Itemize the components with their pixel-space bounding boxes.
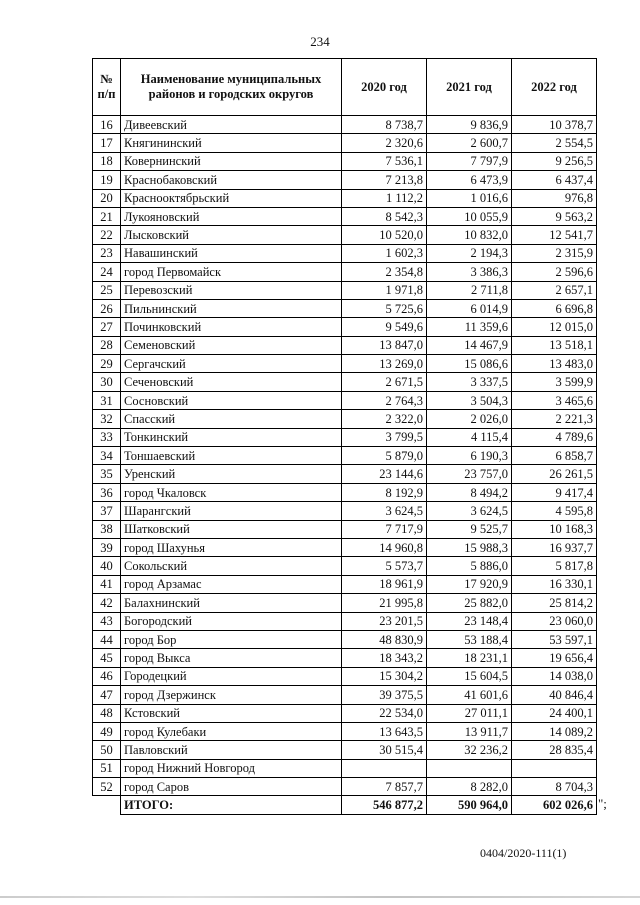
district-name: Шатковский: [121, 520, 342, 538]
row-number: 36: [93, 483, 121, 501]
row-number: 32: [93, 410, 121, 428]
district-name: Краснооктябрьский: [121, 189, 342, 207]
value-2021: 5 886,0: [427, 557, 512, 575]
row-number: 18: [93, 152, 121, 170]
district-name: Навашинский: [121, 244, 342, 262]
table-row: [93, 373, 597, 391]
row-number: 51: [93, 759, 121, 777]
district-name: Сергачский: [121, 355, 342, 373]
value-2021: 6 190,3: [427, 447, 512, 465]
value-2022: 3 465,6: [512, 391, 597, 409]
value-2020: 18 961,9: [342, 575, 427, 593]
district-name: Спасский: [121, 410, 342, 428]
table-row: [93, 355, 597, 373]
row-number: 37: [93, 502, 121, 520]
table-row: [93, 667, 597, 685]
row-number: 17: [93, 134, 121, 152]
value-2020: 13 643,5: [342, 722, 427, 740]
value-2021: 13 911,7: [427, 722, 512, 740]
row-number: 43: [93, 612, 121, 630]
table-row: [93, 281, 597, 299]
value-2020: 1 112,2: [342, 189, 427, 207]
table-row: [93, 134, 597, 152]
district-name: Балахнинский: [121, 594, 342, 612]
value-2021: 9 836,9: [427, 116, 512, 134]
district-name: город Кулебаки: [121, 722, 342, 740]
value-2022: 14 089,2: [512, 722, 597, 740]
table-row: [93, 686, 597, 704]
table-body: [93, 116, 597, 796]
value-2021: [427, 759, 512, 777]
header-2020: 2020 год: [342, 59, 427, 116]
district-name: Починковский: [121, 318, 342, 336]
value-2021: 17 920,9: [427, 575, 512, 593]
value-2021: 15 604,5: [427, 667, 512, 685]
table-row: [93, 226, 597, 244]
row-number: 25: [93, 281, 121, 299]
total-label: ИТОГО:: [121, 796, 342, 814]
row-number: 49: [93, 722, 121, 740]
table-row: [93, 778, 597, 796]
document-code: 0404/2020-111(1): [480, 846, 567, 860]
value-2022: 2 221,3: [512, 410, 597, 428]
total-row: [93, 796, 597, 814]
value-2021: 41 601,6: [427, 686, 512, 704]
value-2022: 10 378,7: [512, 116, 597, 134]
row-number: 35: [93, 465, 121, 483]
value-2020: 39 375,5: [342, 686, 427, 704]
value-2021: 15 086,6: [427, 355, 512, 373]
value-2022: 53 597,1: [512, 630, 597, 648]
value-2022: 12 541,7: [512, 226, 597, 244]
row-number: 19: [93, 171, 121, 189]
value-2021: 2 600,7: [427, 134, 512, 152]
value-2022: 2 315,9: [512, 244, 597, 262]
table-row: [93, 759, 597, 777]
value-2020: 8 738,7: [342, 116, 427, 134]
value-2022: [512, 759, 597, 777]
row-number: 24: [93, 263, 121, 281]
value-2020: 5 879,0: [342, 447, 427, 465]
header-2021: 2021 год: [427, 59, 512, 116]
value-2020: 21 995,8: [342, 594, 427, 612]
value-2021: 53 188,4: [427, 630, 512, 648]
value-2020: 13 269,0: [342, 355, 427, 373]
row-number: 20: [93, 189, 121, 207]
district-name: Пильнинский: [121, 299, 342, 317]
value-2020: 9 549,6: [342, 318, 427, 336]
value-2022: 4 595,8: [512, 502, 597, 520]
scan-footer-line: [0, 896, 640, 898]
value-2022: 14 038,0: [512, 667, 597, 685]
district-name: Тоншаевский: [121, 447, 342, 465]
table-row: [93, 391, 597, 409]
row-number: 47: [93, 686, 121, 704]
value-2022: 9 417,4: [512, 483, 597, 501]
budget-table: [92, 58, 597, 815]
value-2020: 5 725,6: [342, 299, 427, 317]
district-name: город Арзамас: [121, 575, 342, 593]
value-2020: 23 201,5: [342, 612, 427, 630]
district-name: Сокольский: [121, 557, 342, 575]
table-row: [93, 189, 597, 207]
value-2020: 10 520,0: [342, 226, 427, 244]
value-2021: 3 624,5: [427, 502, 512, 520]
closing-quote-mark: ";: [598, 796, 607, 811]
table-row: [93, 318, 597, 336]
value-2021: 32 236,2: [427, 741, 512, 759]
table-header: [93, 59, 597, 116]
table-row: [93, 207, 597, 225]
district-name: Семеновский: [121, 336, 342, 354]
value-2022: 24 400,1: [512, 704, 597, 722]
value-2022: 40 846,4: [512, 686, 597, 704]
value-2021: 6 473,9: [427, 171, 512, 189]
value-2021: 10 832,0: [427, 226, 512, 244]
row-number: 23: [93, 244, 121, 262]
value-2020: 23 144,6: [342, 465, 427, 483]
value-2021: 2 711,8: [427, 281, 512, 299]
row-number: 33: [93, 428, 121, 446]
value-2022: 5 817,8: [512, 557, 597, 575]
row-number: 39: [93, 538, 121, 556]
row-number: 34: [93, 447, 121, 465]
value-2020: 2 764,3: [342, 391, 427, 409]
district-name: Сеченовский: [121, 373, 342, 391]
value-2021: 6 014,9: [427, 299, 512, 317]
district-name: Кстовский: [121, 704, 342, 722]
value-2022: 4 789,6: [512, 428, 597, 446]
district-name: город Саров: [121, 778, 342, 796]
value-2021: 14 467,9: [427, 336, 512, 354]
value-2021: 27 011,1: [427, 704, 512, 722]
total-2021: 590 964,0: [427, 796, 512, 814]
page-number: 234: [310, 34, 330, 49]
table-row: [93, 263, 597, 281]
row-number: 44: [93, 630, 121, 648]
row-number: 27: [93, 318, 121, 336]
district-name: Шарангский: [121, 502, 342, 520]
value-2020: 18 343,2: [342, 649, 427, 667]
row-number: 22: [93, 226, 121, 244]
table-row: [93, 465, 597, 483]
value-2022: 12 015,0: [512, 318, 597, 336]
value-2020: 30 515,4: [342, 741, 427, 759]
row-number: 42: [93, 594, 121, 612]
value-2020: 2 671,5: [342, 373, 427, 391]
value-2022: 9 256,5: [512, 152, 597, 170]
value-2020: 14 960,8: [342, 538, 427, 556]
value-2020: 48 830,9: [342, 630, 427, 648]
value-2021: 23 757,0: [427, 465, 512, 483]
value-2021: 10 055,9: [427, 207, 512, 225]
value-2020: 7 213,8: [342, 171, 427, 189]
row-number: 21: [93, 207, 121, 225]
district-name: Богородский: [121, 612, 342, 630]
value-2022: 26 261,5: [512, 465, 597, 483]
table-row: [93, 336, 597, 354]
value-2022: 3 599,9: [512, 373, 597, 391]
table-row: [93, 594, 597, 612]
district-name: Уренский: [121, 465, 342, 483]
value-2020: 7 717,9: [342, 520, 427, 538]
district-name: город Дзержинск: [121, 686, 342, 704]
value-2020: 3 799,5: [342, 428, 427, 446]
value-2021: 4 115,4: [427, 428, 512, 446]
value-2022: 19 656,4: [512, 649, 597, 667]
district-name: город Шахунья: [121, 538, 342, 556]
value-2022: 8 704,3: [512, 778, 597, 796]
table-row: [93, 244, 597, 262]
table-row: [93, 152, 597, 170]
row-number: 41: [93, 575, 121, 593]
row-number: 38: [93, 520, 121, 538]
district-name: город Чкаловск: [121, 483, 342, 501]
value-2021: 9 525,7: [427, 520, 512, 538]
value-2021: 2 026,0: [427, 410, 512, 428]
header-2022: 2022 год: [512, 59, 597, 116]
value-2020: 7 536,1: [342, 152, 427, 170]
table-row: [93, 410, 597, 428]
row-number: 16: [93, 116, 121, 134]
value-2022: 6 696,8: [512, 299, 597, 317]
district-name: Краснобаковский: [121, 171, 342, 189]
row-number: 52: [93, 778, 121, 796]
table-row: [93, 171, 597, 189]
header-name: Наименование муниципальных районов и городских округов: [121, 59, 342, 116]
value-2022: 976,8: [512, 189, 597, 207]
table-row: [93, 557, 597, 575]
value-2022: 25 814,2: [512, 594, 597, 612]
district-name: город Выкса: [121, 649, 342, 667]
row-number: 30: [93, 373, 121, 391]
district-name: Павловский: [121, 741, 342, 759]
value-2021: 8 494,2: [427, 483, 512, 501]
value-2021: 7 797,9: [427, 152, 512, 170]
table-row: [93, 704, 597, 722]
value-2021: 25 882,0: [427, 594, 512, 612]
value-2020: 1 971,8: [342, 281, 427, 299]
district-name: Ковернинский: [121, 152, 342, 170]
row-number: 40: [93, 557, 121, 575]
value-2022: 6 437,4: [512, 171, 597, 189]
district-name: Дивеевский: [121, 116, 342, 134]
district-name: город Первомайск: [121, 263, 342, 281]
value-2022: 23 060,0: [512, 612, 597, 630]
district-name: Княгининский: [121, 134, 342, 152]
table-row: [93, 575, 597, 593]
district-name: Городецкий: [121, 667, 342, 685]
table-row: [93, 299, 597, 317]
row-number: 29: [93, 355, 121, 373]
value-2020: 8 542,3: [342, 207, 427, 225]
value-2021: 23 148,4: [427, 612, 512, 630]
value-2021: 8 282,0: [427, 778, 512, 796]
value-2020: 22 534,0: [342, 704, 427, 722]
value-2020: 2 320,6: [342, 134, 427, 152]
value-2020: 15 304,2: [342, 667, 427, 685]
value-2021: 3 386,3: [427, 263, 512, 281]
table-row: [93, 116, 597, 134]
value-2022: 13 518,1: [512, 336, 597, 354]
table-row: [93, 741, 597, 759]
value-2022: 16 330,1: [512, 575, 597, 593]
row-number: 28: [93, 336, 121, 354]
value-2021: 3 504,3: [427, 391, 512, 409]
value-2022: 2 657,1: [512, 281, 597, 299]
table-row: [93, 428, 597, 446]
value-2020: 2 354,8: [342, 263, 427, 281]
total-2022: 602 026,6: [512, 796, 597, 814]
row-number: 45: [93, 649, 121, 667]
header-num: № п/п: [93, 59, 121, 116]
row-number: 48: [93, 704, 121, 722]
district-name: Лысковский: [121, 226, 342, 244]
table-row: [93, 502, 597, 520]
district-name: Перевозский: [121, 281, 342, 299]
total-num-cell: [93, 796, 121, 814]
district-name: город Бор: [121, 630, 342, 648]
value-2020: 5 573,7: [342, 557, 427, 575]
table-row: [93, 483, 597, 501]
value-2020: 3 624,5: [342, 502, 427, 520]
value-2021: 2 194,3: [427, 244, 512, 262]
value-2020: 2 322,0: [342, 410, 427, 428]
value-2022: 16 937,7: [512, 538, 597, 556]
value-2021: 11 359,6: [427, 318, 512, 336]
value-2022: 2 554,5: [512, 134, 597, 152]
value-2021: 3 337,5: [427, 373, 512, 391]
table-row: [93, 612, 597, 630]
table-row: [93, 722, 597, 740]
row-number: 50: [93, 741, 121, 759]
value-2022: 28 835,4: [512, 741, 597, 759]
value-2021: 18 231,1: [427, 649, 512, 667]
table-row: [93, 520, 597, 538]
value-2021: 15 988,3: [427, 538, 512, 556]
value-2022: 13 483,0: [512, 355, 597, 373]
table-row: [93, 649, 597, 667]
value-2020: 13 847,0: [342, 336, 427, 354]
value-2022: 6 858,7: [512, 447, 597, 465]
district-name: Тонкинский: [121, 428, 342, 446]
total-2020: 546 877,2: [342, 796, 427, 814]
value-2020: 7 857,7: [342, 778, 427, 796]
row-number: 46: [93, 667, 121, 685]
value-2022: 10 168,3: [512, 520, 597, 538]
value-2021: 1 016,6: [427, 189, 512, 207]
table-row: [93, 630, 597, 648]
row-number: 31: [93, 391, 121, 409]
value-2022: 2 596,6: [512, 263, 597, 281]
district-name: Сосновский: [121, 391, 342, 409]
value-2022: 9 563,2: [512, 207, 597, 225]
value-2020: [342, 759, 427, 777]
value-2020: 8 192,9: [342, 483, 427, 501]
table-row: [93, 447, 597, 465]
value-2020: 1 602,3: [342, 244, 427, 262]
row-number: 26: [93, 299, 121, 317]
table-row: [93, 538, 597, 556]
district-name: город Нижний Новгород: [121, 759, 342, 777]
district-name: Лукояновский: [121, 207, 342, 225]
